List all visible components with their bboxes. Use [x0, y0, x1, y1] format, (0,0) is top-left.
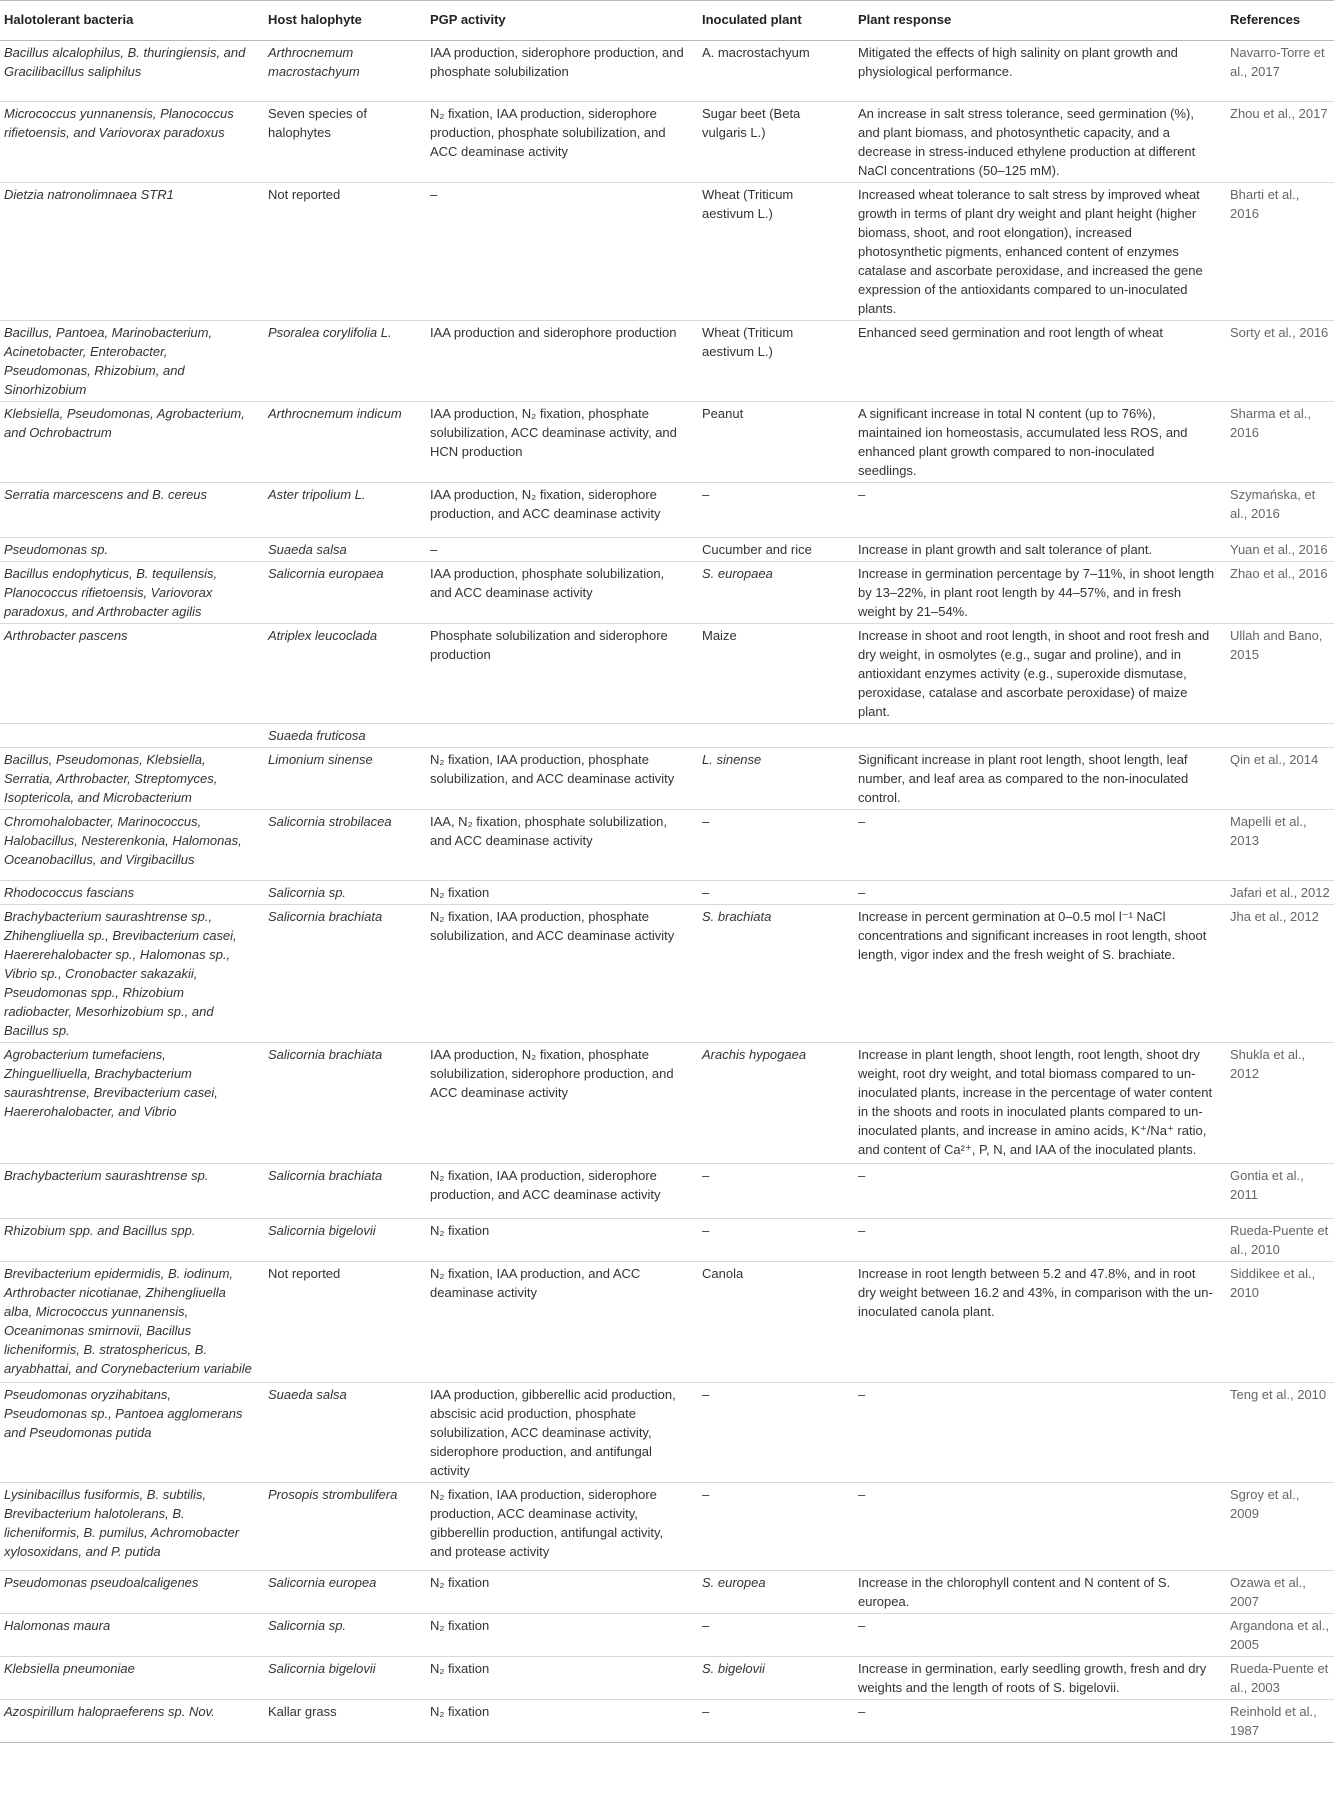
table-row [0, 1043, 1334, 1164]
table-row [0, 321, 1334, 402]
cell-host: Salicornia sp. [258, 881, 420, 905]
cell-response: Increase in germination percentage by 7–11%, in shoot length by 13–22%, in plant root length by 44–57%, and in fresh weight by 21–54%. [846, 562, 1220, 624]
cell-bacteria: Agrobacterium tumefaciens, Zhinguelliuella, Brachybacterium saurashtrense, Brevibacterium casei, Haererohalobacter, and Vibrio [0, 1043, 258, 1164]
cell-pgp: – [420, 538, 692, 562]
cell-pgp: N₂ fixation [420, 1700, 692, 1743]
cell-pgp: N₂ fixation, IAA production, phosphate solubilization, and ACC deaminase activity [420, 748, 692, 810]
cell-reference: Rueda-Puente et al., 2010 [1220, 1219, 1334, 1262]
cell-host: Arthrocnemum indicum [258, 402, 420, 483]
table-row [0, 1483, 1334, 1571]
cell-response: – [846, 881, 1220, 905]
cell-reference: Sorty et al., 2016 [1220, 321, 1334, 402]
cell-pgp: IAA production, phosphate solubilization, and ACC deaminase activity [420, 562, 692, 624]
cell-host: Suaeda fruticosa [258, 724, 420, 748]
cell-response: Increase in root length between 5.2 and 47.8%, and in root dry weight between 16.2 and 43%, in comparison with the un-inoculated canola plant. [846, 1262, 1220, 1383]
header-bacteria: Halotolerant bacteria [0, 1, 258, 41]
cell-reference: Jha et al., 2012 [1220, 905, 1334, 1043]
cell-reference: Zhao et al., 2016 [1220, 562, 1334, 624]
cell-plant: – [692, 810, 846, 881]
cell-reference: Teng et al., 2010 [1220, 1383, 1334, 1483]
cell-plant: – [692, 1614, 846, 1657]
cell-plant: Sugar beet (Beta vulgaris L.) [692, 102, 846, 183]
cell-plant: – [692, 1164, 846, 1219]
cell-bacteria: Brachybacterium saurashtrense sp., Zhihengliuella sp., Brevibacterium casei, Haererehalobacter sp., Halomonas sp., Vibrio sp., Cronobacter sakazakii, Pseudomonas spp., Rhizobium radiobacter, Mesorhizobium sp., and Bacillus sp. [0, 905, 258, 1043]
table-row [0, 402, 1334, 483]
table-row [0, 562, 1334, 624]
cell-reference: Sharma et al., 2016 [1220, 402, 1334, 483]
cell-pgp: IAA production, siderophore production, and phosphate solubilization [420, 41, 692, 102]
cell-bacteria: Klebsiella pneumoniae [0, 1657, 258, 1700]
table-row [0, 1262, 1334, 1383]
cell-response: Mitigated the effects of high salinity on plant growth and physiological performance. [846, 41, 1220, 102]
cell-pgp: N₂ fixation [420, 1219, 692, 1262]
cell-bacteria: Arthrobacter pascens [0, 624, 258, 724]
cell-host: Salicornia bigelovii [258, 1657, 420, 1700]
cell-bacteria: Rhodococcus fascians [0, 881, 258, 905]
cell-host: Salicornia bigelovii [258, 1219, 420, 1262]
cell-host: Seven species of halophytes [258, 102, 420, 183]
cell-bacteria: Bacillus alcalophilus, B. thuringiensis, and Gracilibacillus saliphilus [0, 41, 258, 102]
cell-plant: Wheat (Triticum aestivum L.) [692, 183, 846, 321]
cell-response: An increase in salt stress tolerance, seed germination (%), and plant biomass, and photosynthetic capacity, and a decrease in stress-induced ethylene production at different NaCl concentrations (50–125 mM). [846, 102, 1220, 183]
cell-host: Atriplex leucoclada [258, 624, 420, 724]
cell-host: Suaeda salsa [258, 1383, 420, 1483]
cell-plant: – [692, 1700, 846, 1743]
cell-plant: S. bigelovii [692, 1657, 846, 1700]
cell-bacteria: Bacillus endophyticus, B. tequilensis, Planococcus rifietoensis, Variovorax paradoxus, and Arthrobacter agilis [0, 562, 258, 624]
cell-bacteria: Dietzia natronolimnaea STR1 [0, 183, 258, 321]
cell-host: Salicornia strobilacea [258, 810, 420, 881]
cell-response: – [846, 483, 1220, 538]
cell-pgp [420, 724, 692, 748]
table-row [0, 1700, 1334, 1743]
cell-response: – [846, 1164, 1220, 1219]
cell-reference: Szymańska, et al., 2016 [1220, 483, 1334, 538]
header-host: Host halophyte [258, 1, 420, 41]
header-plant-response: Plant response [846, 1, 1220, 41]
table-row [0, 183, 1334, 321]
cell-response: Increased wheat tolerance to salt stress by improved wheat growth in terms of plant dry weight and plant height (higher biomass, shoot, and root elongation), increased photosynthetic pigments, enhanced content of enzymes catalase and ascorbate peroxidase, and increased the gene expression of the antioxidants compared to un-inoculated plants. [846, 183, 1220, 321]
cell-bacteria: Bacillus, Pantoea, Marinobacterium, Acinetobacter, Enterobacter, Pseudomonas, Rhizobium, and Sinorhizobium [0, 321, 258, 402]
table-row [0, 1657, 1334, 1700]
cell-reference: Mapelli et al., 2013 [1220, 810, 1334, 881]
cell-host: Salicornia europea [258, 1571, 420, 1614]
cell-host: Salicornia sp. [258, 1614, 420, 1657]
cell-plant: A. macrostachyum [692, 41, 846, 102]
cell-reference: Bharti et al., 2016 [1220, 183, 1334, 321]
cell-plant: – [692, 1383, 846, 1483]
cell-host: Salicornia brachiata [258, 905, 420, 1043]
cell-pgp: N₂ fixation [420, 881, 692, 905]
cell-response: Increase in plant length, shoot length, root length, shoot dry weight, root dry weight, and total biomass compared to un-inoculated plants, increase in the percentage of water content in the shoots and roots in inoculated plants compared to un-inoculated plants, and increase in amino acids, K⁺/Na⁺ ratio, and content of Ca²⁺, P, N, and IAA of the inoculated plants. [846, 1043, 1220, 1164]
table-row [0, 1164, 1334, 1219]
cell-host: Limonium sinense [258, 748, 420, 810]
table-row [0, 483, 1334, 538]
cell-plant: Wheat (Triticum aestivum L.) [692, 321, 846, 402]
cell-bacteria: Serratia marcescens and B. cereus [0, 483, 258, 538]
table-row [0, 724, 1334, 748]
cell-plant: S. brachiata [692, 905, 846, 1043]
header-pgp: PGP activity [420, 1, 692, 41]
cell-plant: Cucumber and rice [692, 538, 846, 562]
table-row [0, 881, 1334, 905]
cell-plant: S. europea [692, 1571, 846, 1614]
cell-response: – [846, 1383, 1220, 1483]
cell-pgp: N₂ fixation, IAA production, and ACC deaminase activity [420, 1262, 692, 1383]
cell-pgp: IAA production, N₂ fixation, phosphate solubilization, siderophore production, and ACC deaminase activity [420, 1043, 692, 1164]
cell-response: Increase in germination, early seedling growth, fresh and dry weights and the length of roots of S. bigelovii. [846, 1657, 1220, 1700]
cell-response: – [846, 810, 1220, 881]
cell-pgp: N₂ fixation, IAA production, phosphate solubilization, and ACC deaminase activity [420, 905, 692, 1043]
table-row [0, 1614, 1334, 1657]
cell-reference: Reinhold et al., 1987 [1220, 1700, 1334, 1743]
cell-plant: Peanut [692, 402, 846, 483]
cell-plant: Maize [692, 624, 846, 724]
table-row [0, 1383, 1334, 1483]
cell-reference: Argandona et al., 2005 [1220, 1614, 1334, 1657]
cell-bacteria: Klebsiella, Pseudomonas, Agrobacterium, and Ochrobactrum [0, 402, 258, 483]
table-row [0, 748, 1334, 810]
cell-response [846, 724, 1220, 748]
cell-plant: Canola [692, 1262, 846, 1383]
cell-reference: Siddikee et al., 2010 [1220, 1262, 1334, 1383]
cell-response: – [846, 1614, 1220, 1657]
cell-response: Significant increase in plant root length, shoot length, leaf number, and leaf area as compared to the non-inoculated control. [846, 748, 1220, 810]
cell-pgp: IAA production, N₂ fixation, phosphate solubilization, ACC deaminase activity, and HCN production [420, 402, 692, 483]
header-inoculated-plant: Inoculated plant [692, 1, 846, 41]
table-row [0, 538, 1334, 562]
cell-pgp: IAA production, gibberellic acid production, abscisic acid production, phosphate solubilization, ACC deaminase activity, siderophore production, and antifungal activity [420, 1383, 692, 1483]
cell-plant: – [692, 881, 846, 905]
cell-bacteria: Chromohalobacter, Marinococcus, Halobacillus, Nesterenkonia, Halomonas, Oceanobacillus, and Virgibacillus [0, 810, 258, 881]
cell-plant: S. europaea [692, 562, 846, 624]
cell-reference: Jafari et al., 2012 [1220, 881, 1334, 905]
cell-pgp: Phosphate solubilization and siderophore production [420, 624, 692, 724]
header-row [0, 1, 1334, 41]
cell-host: Psoralea corylifolia L. [258, 321, 420, 402]
cell-bacteria: Micrococcus yunnanensis, Planococcus rifietoensis, and Variovorax paradoxus [0, 102, 258, 183]
cell-pgp: N₂ fixation, IAA production, siderophore production, and ACC deaminase activity [420, 1164, 692, 1219]
cell-reference: Gontia et al., 2011 [1220, 1164, 1334, 1219]
cell-plant: – [692, 1219, 846, 1262]
table-row [0, 102, 1334, 183]
cell-reference: Navarro-Torre et al., 2017 [1220, 41, 1334, 102]
cell-reference: Ullah and Bano, 2015 [1220, 624, 1334, 724]
cell-host: Not reported [258, 1262, 420, 1383]
cell-reference [1220, 724, 1334, 748]
table-row [0, 41, 1334, 102]
cell-pgp: – [420, 183, 692, 321]
cell-bacteria: Brachybacterium saurashtrense sp. [0, 1164, 258, 1219]
cell-response: – [846, 1700, 1220, 1743]
header-references: References [1220, 1, 1334, 41]
cell-reference: Yuan et al., 2016 [1220, 538, 1334, 562]
cell-host: Arthrocnemum macrostachyum [258, 41, 420, 102]
cell-host: Salicornia brachiata [258, 1043, 420, 1164]
cell-host: Prosopis strombulifera [258, 1483, 420, 1571]
cell-plant: L. sinense [692, 748, 846, 810]
cell-response: Increase in percent germination at 0–0.5 mol l⁻¹ NaCl concentrations and significant increases in root length, shoot length, vigor index and the fresh weight of S. brachiate. [846, 905, 1220, 1043]
cell-pgp: IAA production and siderophore production [420, 321, 692, 402]
cell-reference: Ozawa et al., 2007 [1220, 1571, 1334, 1614]
cell-bacteria: Bacillus, Pseudomonas, Klebsiella, Serratia, Arthrobacter, Streptomyces, Isoptericola, and Microbacterium [0, 748, 258, 810]
table-row [0, 1571, 1334, 1614]
cell-plant: – [692, 483, 846, 538]
cell-response: – [846, 1483, 1220, 1571]
cell-bacteria: Brevibacterium epidermidis, B. iodinum, Arthrobacter nicotianae, Zhihengliuella alba, Micrococcus yunnanensis, Oceanimonas smirnovii, Bacillus licheniformis, B. stratosphericus, B. aryabhattai, and Corynebacterium variabile [0, 1262, 258, 1383]
cell-bacteria: Pseudomonas pseudoalcaligenes [0, 1571, 258, 1614]
table-row [0, 1219, 1334, 1262]
cell-plant: – [692, 1483, 846, 1571]
cell-reference: Zhou et al., 2017 [1220, 102, 1334, 183]
cell-host: Suaeda salsa [258, 538, 420, 562]
cell-pgp: N₂ fixation [420, 1614, 692, 1657]
cell-plant: Arachis hypogaea [692, 1043, 846, 1164]
cell-reference: Shukla et al., 2012 [1220, 1043, 1334, 1164]
cell-host: Not reported [258, 183, 420, 321]
cell-response: Increase in shoot and root length, in shoot and root fresh and dry weight, in osmolytes (e.g., sugar and proline), and in antioxidant enzymes activity (e.g., superoxide dismutase, peroxidase, catalase and ascorbate peroxidase) of maize plant. [846, 624, 1220, 724]
cell-pgp: IAA, N₂ fixation, phosphate solubilization, and ACC deaminase activity [420, 810, 692, 881]
cell-bacteria: Halomonas maura [0, 1614, 258, 1657]
cell-host: Salicornia europaea [258, 562, 420, 624]
cell-response: Enhanced seed germination and root length of wheat [846, 321, 1220, 402]
table-row [0, 624, 1334, 724]
cell-response: A significant increase in total N content (up to 76%), maintained ion homeostasis, accumulated less ROS, and enhanced plant growth compared to non-inoculated seedlings. [846, 402, 1220, 483]
cell-reference: Rueda-Puente et al., 2003 [1220, 1657, 1334, 1700]
cell-pgp: IAA production, N₂ fixation, siderophore production, and ACC deaminase activity [420, 483, 692, 538]
cell-bacteria: Pseudomonas sp. [0, 538, 258, 562]
cell-bacteria: Azospirillum halopraeferens sp. Nov. [0, 1700, 258, 1743]
table-row [0, 905, 1334, 1043]
cell-response: – [846, 1219, 1220, 1262]
cell-reference: Qin et al., 2014 [1220, 748, 1334, 810]
cell-host: Salicornia brachiata [258, 1164, 420, 1219]
cell-bacteria: Pseudomonas oryzihabitans, Pseudomonas sp., Pantoea agglomerans and Pseudomonas putida [0, 1383, 258, 1483]
cell-pgp: N₂ fixation [420, 1571, 692, 1614]
cell-bacteria [0, 724, 258, 748]
cell-plant [692, 724, 846, 748]
cell-pgp: N₂ fixation, IAA production, siderophore production, phosphate solubilization, and ACC deaminase activity [420, 102, 692, 183]
cell-bacteria: Rhizobium spp. and Bacillus spp. [0, 1219, 258, 1262]
table-row [0, 810, 1334, 881]
cell-reference: Sgroy et al., 2009 [1220, 1483, 1334, 1571]
cell-bacteria: Lysinibacillus fusiformis, B. subtilis, Brevibacterium halotolerans, B. licheniformis, B. pumilus, Achromobacter xylosoxidans, and P. putida [0, 1483, 258, 1571]
cell-host: Kallar grass [258, 1700, 420, 1743]
cell-pgp: N₂ fixation [420, 1657, 692, 1700]
cell-host: Aster tripolium L. [258, 483, 420, 538]
cell-response: Increase in the chlorophyll content and N content of S. europea. [846, 1571, 1220, 1614]
cell-response: Increase in plant growth and salt tolerance of plant. [846, 538, 1220, 562]
cell-pgp: N₂ fixation, IAA production, siderophore production, ACC deaminase activity, gibberellin production, antifungal activity, and protease activity [420, 1483, 692, 1571]
